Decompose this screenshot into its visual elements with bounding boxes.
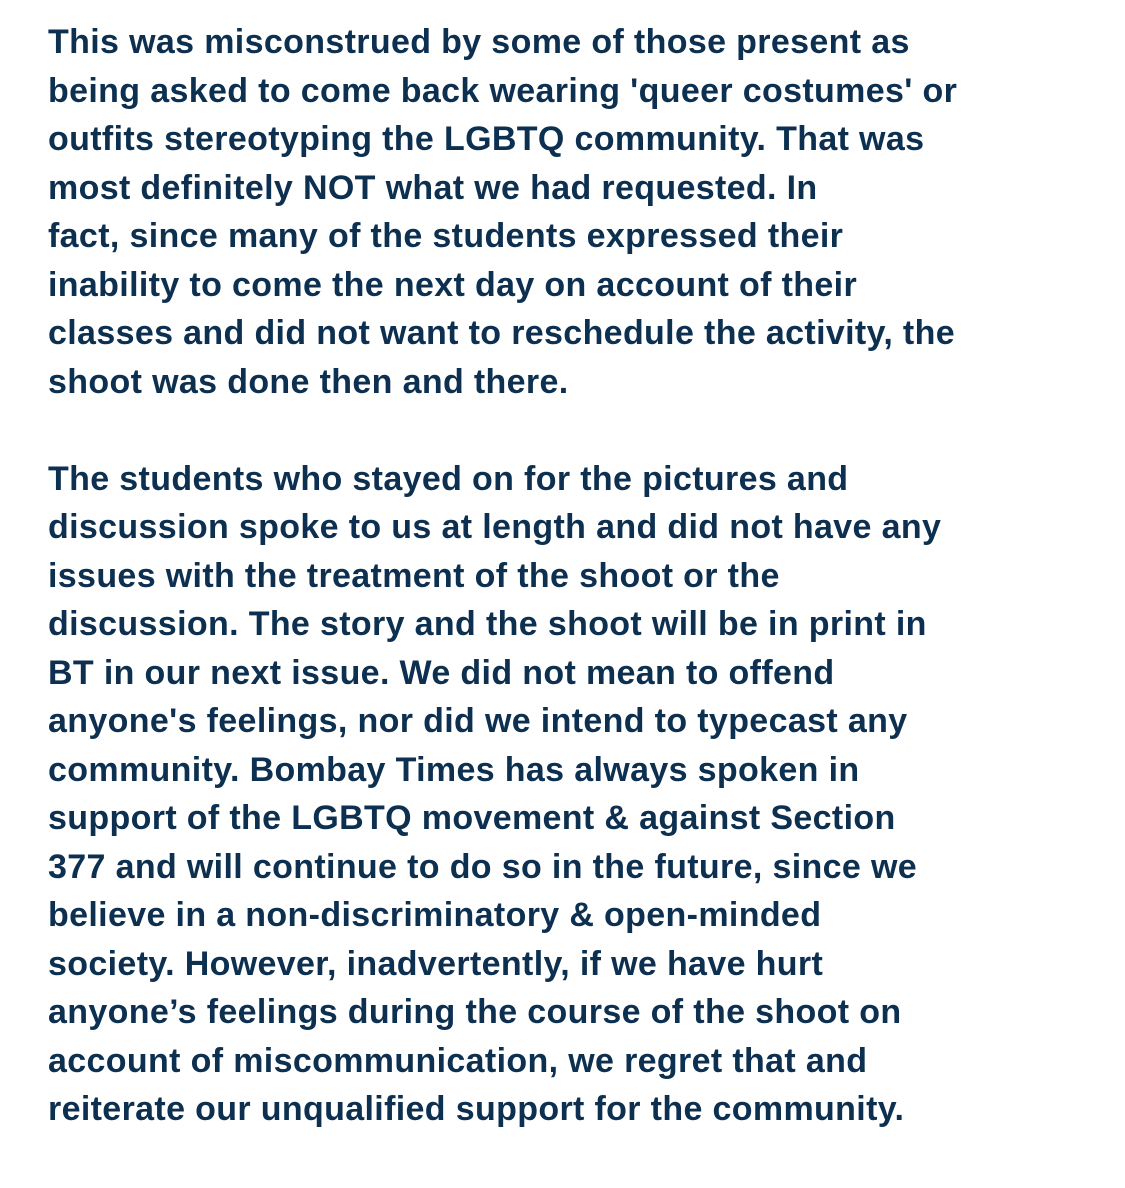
text-line: community. Bombay Times has always spoken in xyxy=(48,750,860,789)
text-line: society. However, inadvertently, if we have hurt xyxy=(48,944,824,983)
text-line: issues with the treatment of the shoot or the xyxy=(48,556,780,595)
text-line: most definitely NOT what we had requested. In xyxy=(48,168,818,207)
text-line: The students who stayed on for the pictures and xyxy=(48,459,849,498)
document-body xyxy=(48,18,1098,1182)
text-line: shoot was done then and there. xyxy=(48,362,569,401)
text-line: discussion. The story and the shoot will be in print in xyxy=(48,605,927,643)
text-line: anyone’s feelings during the course of the shoot on xyxy=(48,993,902,1031)
text-line: being asked to come back wearing 'queer costumes' or xyxy=(48,71,958,110)
text-line: account of miscommunication, we regret that and xyxy=(48,1041,868,1080)
paragraph-1 xyxy=(48,18,1098,406)
text-line: discussion spoke to us at length and did not have any xyxy=(48,508,942,546)
text-line: reiterate our unqualified support for the community. xyxy=(48,1090,905,1128)
text-line: 377 and will continue to do so in the future, since we xyxy=(48,847,918,886)
text-line: anyone's feelings, nor did we intend to typecast any xyxy=(48,702,908,740)
paragraph-2 xyxy=(48,455,1098,1134)
text-line: fact, since many of the students expressed their xyxy=(48,217,844,255)
text-line: This was misconstrued by some of those present as xyxy=(48,23,910,61)
text-line: BT in our next issue. We did not mean to offend xyxy=(48,653,835,692)
text-line: support of the LGBTQ movement & against Section xyxy=(48,799,896,837)
text-line: believe in a non-discriminatory & open-minded xyxy=(48,896,822,934)
text-line: classes and did not want to reschedule the activity, the xyxy=(48,314,955,352)
text-line: inability to come the next day on account of their xyxy=(48,265,858,304)
text-line: outfits stereotyping the LGBTQ community. That was xyxy=(48,120,925,158)
